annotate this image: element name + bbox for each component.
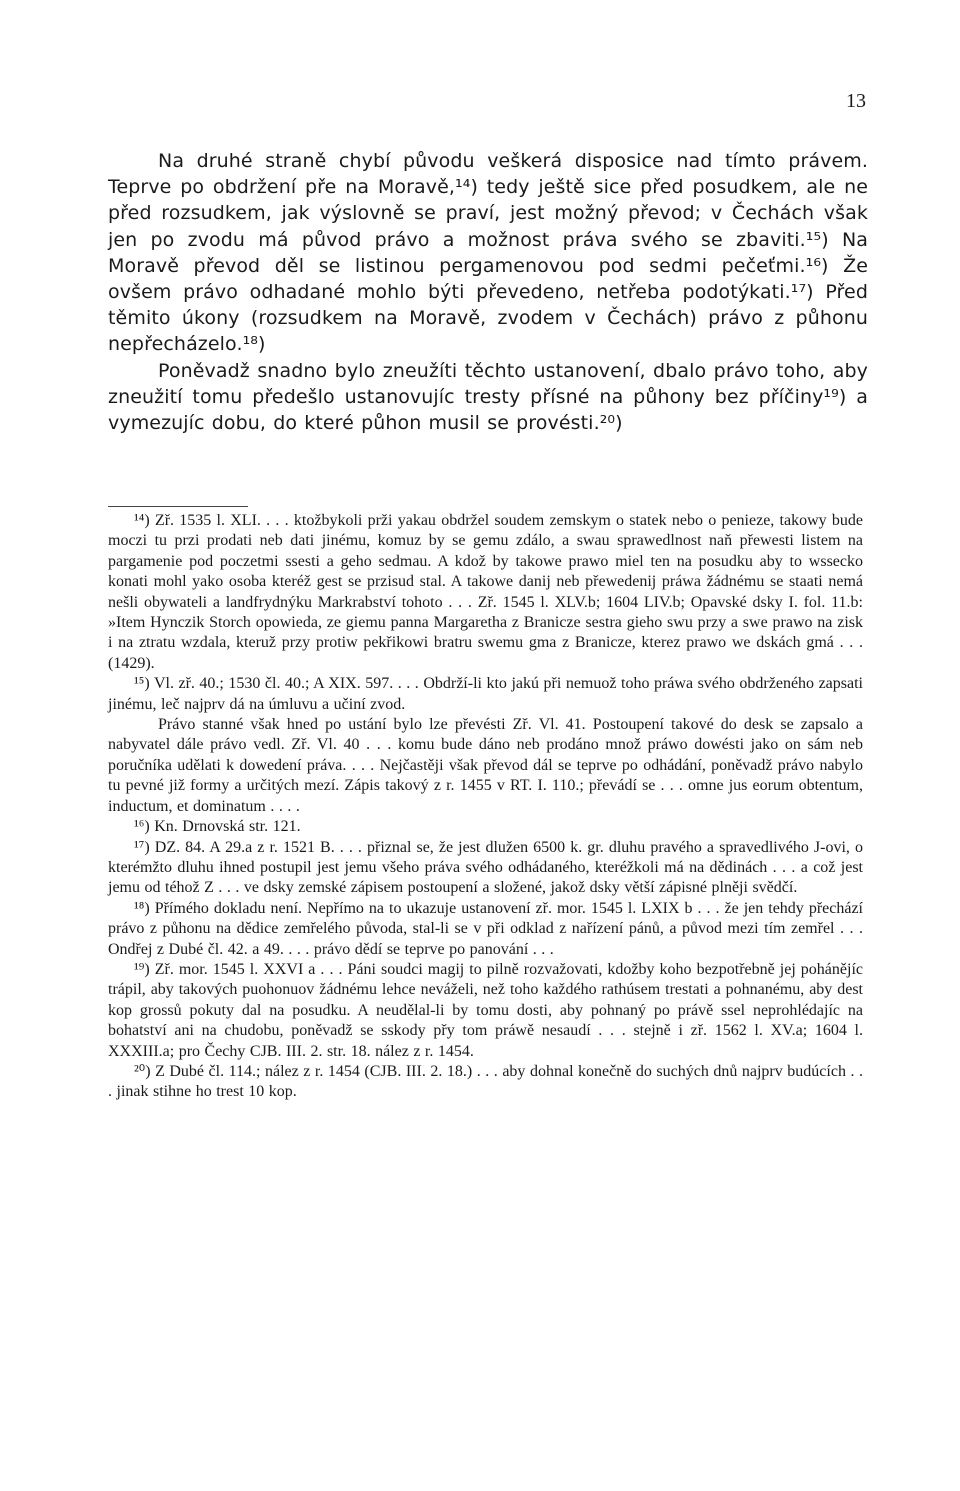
footnote-16: ¹⁶) Kn. Drnovská str. 121.	[134, 818, 301, 836]
main-text	[108, 148, 868, 436]
footnote-18: ¹⁸) Přímého dokladu není. Nepřímo na to ukazuje ustanovení zř. mor. 1545 l. LXIX b . . . že jen tehdy přechází právo z půhonu na dědice zemřelého původa, stal-li se v při odklad z nařízení pánů, a původ mezi tím zemřel . . . Ondřej z Dubé čl. 42. a 49. . . . právo dědí se teprve po panování . . .	[108, 899, 863, 958]
footnote-15: ¹⁵) Vl. zř. 40.; 1530 čl. 40.; A XIX. 597. . . . Obdrží-li kto jakú při nemuož toho práwa svého obdrženého zapsati jinému, leč najprv dá na úmluvu a učiní zvod.	[108, 675, 863, 713]
footnote-15-continuation: Právo stanné však hned po ustání bylo lze převésti Zř. Vl. 41. Postoupení takové do desk se zapsalo a nabyvatel dále právo vedl. Zř. Vl. 40 . . . komu bude dáno neb prodáno množ práwo dowésti jako on sám neb poručníka udělati k dowedení práva. . . . Nejčastěji však převod dál se teprve po odhádání, poněvadž právo nabylo tu pevné již formy a určitých mezí. Zápis takový z r. 1455 v RT. I. 110.; převádí se . . . omne jus eorum obtentum, inductum, et dominatum . . . .	[108, 716, 863, 815]
main-paragraph: Poněvadž snadno bylo zneužíti těchto ustanovení, dbalo právo toho, aby zneužití tomu předešlo ustanovujíc tresty přísné na půhony bez příčiny¹⁹) a vymezujíc dobu, do které půhon musil se provésti.²⁰)	[108, 359, 868, 435]
footnote-17: ¹⁷) DZ. 84. A 29.a z r. 1521 B. . . . přiznal se, že jest dlužen 6500 k. gr. dluhu pravého a spravedlivého J-ovi, o kterémžto dluhu ihned postupil jest jemu všeho práva svého odhádaného, kteréžkoli má na dědinách . . . a což jest jemu od téhož Z . . . ve dsky zemské zápisem postoupení a složené, jakož dsky větší zápisné plněji svědčí.	[108, 838, 863, 897]
footnotes	[108, 511, 863, 1103]
footnote-14: ¹⁴) Zř. 1535 l. XLI. . . . ktožbykoli prži yakau obdržel soudem zemskym o statek nebo o penieze, takowy bude moczi tu przi prodati neb dati jinému, komuz by se gemu zdálo, a swau sprawedlnost naň přewesti listem na pargamenie pod poczetmi ssesti a geho sedmau. A kdož by takowe prawo miel ten na posudku aby to wssecko konati mohl yako osoba kteréž gest se przisud stal. A takowe danij neb přewedenij práwa žádnému se staati nemá nešli obywateli a landfrydnýku Markrabství tohoto . . . Zř. 1545 l. XLV.b; 1604 LIV.b; Opavské dsky I. fol. 11.b: »Item Hynczik Storch opowieda, ze giemu panna Margaretha z Branicze sestra gieho swu przy a swe prawo na zisk i na ztratu wzdala, kteruž przy protiw pekřikowi bratru swemu gma z Branicze, kterez prawo we dskách gmá . . . (1429).	[108, 512, 863, 672]
page-number: 13	[846, 90, 866, 112]
main-paragraph: Na druhé straně chybí původu veškerá disposice nad tímto právem. Teprve po obdržení pře na Moravě,¹⁴) tedy ještě sice před posudkem, ale ne před rozsudkem, jak výslovně se praví, jest možný převod; v Čechách však jen po zvodu má původ právo a možnost práva svého se zbaviti.¹⁵) Na Moravě převod děl se listinou pergamenovou pod sedmi pečeťmi.¹⁶) Že ovšem právo odhadané mohlo býti převedeno, netřeba podotýkati.¹⁷) Před těmito úkony (rozsudkem na Moravě, zvodem v Čechách) právo z půhonu nepřecházelo.¹⁸)	[108, 150, 868, 356]
footnote-20: ²⁰) Z Dubé čl. 114.; nález z r. 1454 (CJB. III. 2. 18.) . . . aby dohnal konečně do suchých dnů najprv budúcích . . . jinak stihne ho trest 10 kop.	[108, 1062, 863, 1101]
footnote-separator	[108, 506, 248, 507]
footnote-19: ¹⁹) Zř. mor. 1545 l. XXVI a . . . Páni soudci magij to pilně rozvažovati, kdožby koho bezpotřebně jej pohánějíc trápil, aby takových puohonuov žádnému lehce neváželi, než toho každého rathúsem trestati a pohnanému, aby dest kop grossů pokuty dal na posudku. A neudělal-li by tomu dosti, aby pohnaný po právě ssel neprohlédajíc na bohatství ani na chudobu, poněvadž se sskody přy tom práwě nesaudí . . . stejně i zř. 1562 l. XV.a; 1604 l. XXXIII.a; pro Čechy CJB. III. 2. str. 18. nález z r. 1454.	[108, 960, 863, 1060]
